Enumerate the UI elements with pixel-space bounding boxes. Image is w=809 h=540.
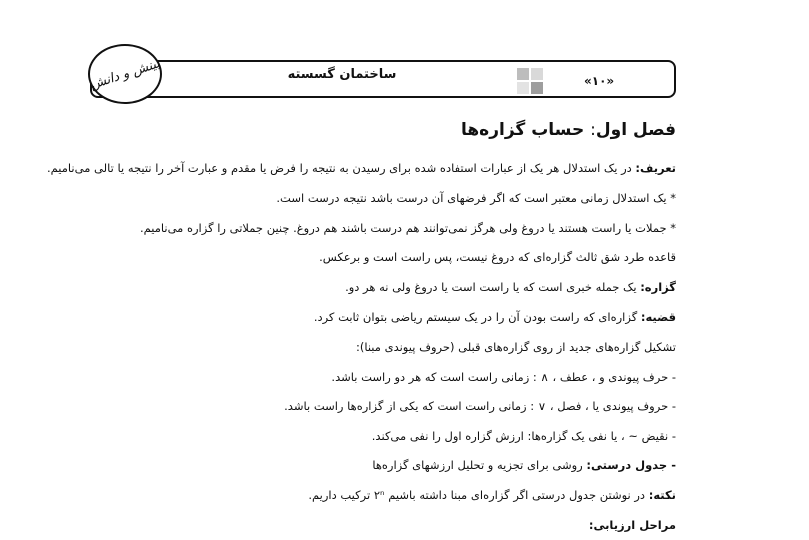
paragraph: مراحل ارزیابی: [588,518,676,532]
logo-text: بینش و دانش [88,55,162,93]
paragraph: نکته: در نوشتن جدول درستی اگر گزاره‌ای مبنا داشته باشیم ۲ⁿ ترکیب داریم. [308,488,676,502]
paragraph: گزاره: یک جمله خبری است که یا راست است یا دروغ ولی نه هر دو. [345,280,676,294]
chapter-separator: : [590,120,596,140]
paragraph: تشکیل گزاره‌های جدید از روی گزاره‌های قبلی (حروف پیوندی مبنا): [355,340,676,354]
header-title: ساختمان گسسته [287,67,397,82]
paragraph: - جدول درستی: روشی برای تجزیه و تحلیل ارزشهای گزاره‌ها [372,458,676,472]
paragraph: قضیه: گزاره‌ای که راست بودن آن را در یک سیستم ریاضی بتوان ثابت کرد. [313,310,676,324]
page-number: «۱۰» [584,74,615,88]
paragraph: قاعده طرد شق ثالث گزاره‌ای که دروغ نیست، پس راست است و برعکس. [319,250,676,264]
paragraph: تعریف: در یک استدلال هر یک از عبارات استفاده شده برای رسیدن به نتیجه را فرض یا مقدم و عبارت آخر را نتیجه یا تالی می‌نامیم. [46,161,676,175]
publisher-logo [88,44,162,104]
paragraph: - حروف پیوندی یا ، فصل ، ∨ : زمانی راست است که یکی از گزاره‌ها راست باشد. [284,399,676,413]
chapter-label: فصل اول [595,120,676,140]
paragraph: * یک استدلال زمانی معتبر است که اگر فرضهای آن درست باشد نتیجه درست است. [276,191,676,205]
paragraph: * جملات یا راست هستند یا دروغ ولی هرگز نمی‌توانند هم درست باشند هم دروغ. چنین جملاتی را گزاره می‌نامیم. [139,221,676,235]
decorative-squares-icon [517,68,545,94]
chapter-title: حساب گزاره‌ها [461,120,585,140]
paragraph: - حرف پیوندی و ، عطف ، ∧ : زمانی راست است که هر دو راست باشد. [331,370,676,384]
paragraph: - نقیض ~ ، یا نفی یک گزاره‌ها: ارزش گزاره اول را نفی می‌کند. [371,429,676,443]
chapter-heading [461,120,676,140]
